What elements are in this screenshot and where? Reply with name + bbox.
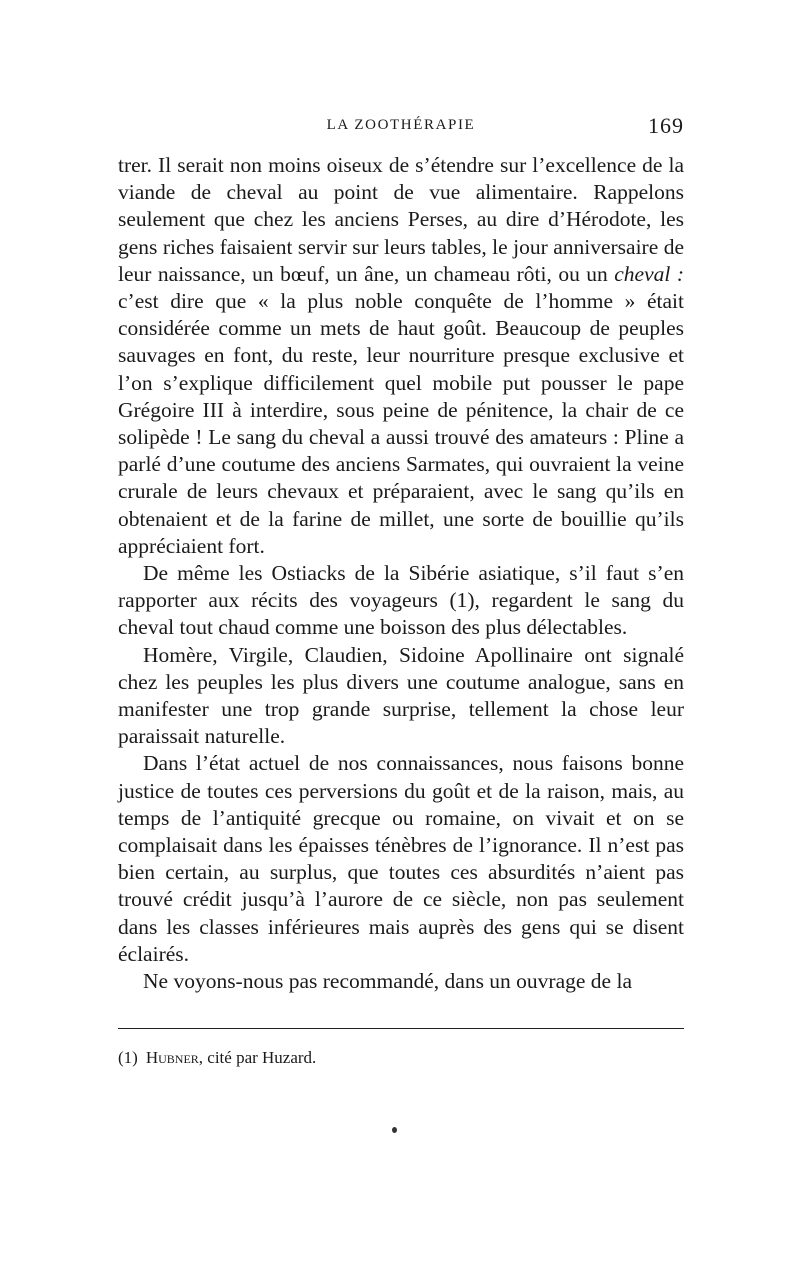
ink-speck: [392, 1127, 397, 1133]
running-title: LA ZOOTHÉRAPIE: [326, 117, 476, 133]
footnote: [118, 1047, 684, 1069]
paragraph-1-text-b: c’est dire que « la plus noble conquête de l’homme » était considérée comme un mets de haut goût. Beaucoup de peuples sauvages en font, du reste, leur nourriture presque exclusive et l’on s’explique difficilement quel mobile put pousser le pape Grégoire III à interdire, sous peine de pénitence, la chair de ce solipède ! Le sang du cheval a aussi trouvé des amateurs : Pline a parlé d’une coutume des anciens Sarmates, qui ouvraient la veine crurale de leurs chevaux et préparaient, avec le sang qu’ils en obtenaient et de la farine de millet, une sorte de bouillie qu’ils appréciaient fort.: [118, 289, 684, 558]
paragraph-1: [118, 152, 684, 560]
footnote-rule: [118, 1028, 684, 1029]
body-text: [118, 152, 684, 995]
paragraph-2: De même les Ostiacks de la Sibérie asiatique, s’il faut s’en rapporter aux récits des voyageurs (1), regardent le sang du cheval tout chaud comme une boisson des plus délectables.: [118, 561, 684, 640]
footnote-marker: (1): [118, 1048, 138, 1067]
paragraph-4: Dans l’état actuel de nos connaissances, nous faisons bonne justice de toutes ces perversions du goût et de la raison, mais, au temps de l’antiquité grecque ou romaine, on vivait et on se complaisait dans les épaisses ténèbres de l’ignorance. Il n’est pas bien certain, au surplus, que toutes ces absurdités n’aient pas trouvé crédit jusqu’à l’aurore de ce siècle, non pas seulement dans les classes inférieures mais auprès des gens qui se disent éclairés.: [118, 751, 684, 966]
footnote-author: Hubner,: [145, 1048, 204, 1067]
page-number: 169: [648, 113, 684, 138]
paragraph-1-text-a: trer. Il serait non moins oiseux de s’étendre sur l’excellence de la viande de cheval au point de vue alimentaire. Rappelons seulement que chez les anciens Perses, au dire d’Hérodote, les gens riches faisaient servir sur leurs tables, le jour anniversaire de leur naissance, un bœuf, un âne, un chameau rôti, ou un: [118, 153, 684, 286]
footnote-text: cité par Huzard.: [207, 1048, 317, 1067]
running-header: [118, 113, 684, 137]
paragraph-3: Homère, Virgile, Claudien, Sidoine Apollinaire ont signalé chez les peuples les plus divers une coutume analogue, sans en manifester une trop grande surprise, tellement la chose leur paraissait naturelle.: [118, 642, 684, 749]
paragraph-1-italic: cheval :: [614, 261, 684, 286]
paragraph-5: Ne voyons-nous pas recommandé, dans un ouvrage de la: [143, 969, 632, 994]
